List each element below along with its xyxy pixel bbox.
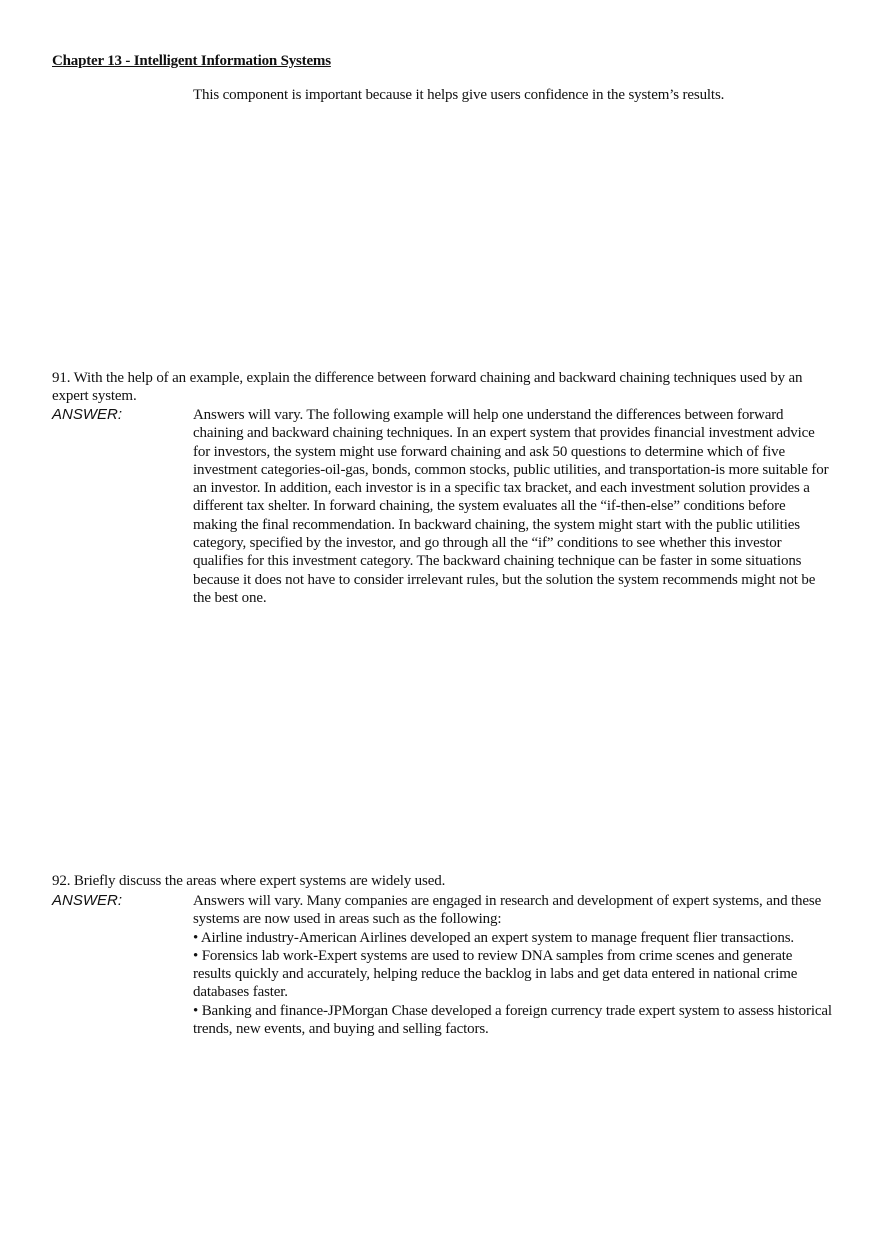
answer-label-91: ANSWER: bbox=[52, 406, 123, 423]
answer-92-intro: Answers will vary. Many companies are engaged in research and development of expert systems, and these systems are now used in areas such as the following: bbox=[193, 893, 822, 928]
answer-92-bullet-forensics: • Forensics lab work-Expert systems are used to review DNA samples from crime scenes and generate results quickly and accurately, helping reduce the backlog in labs and get data entered in national crime databases faster. bbox=[193, 947, 798, 1001]
answer-92-text bbox=[193, 892, 833, 1038]
answer-92-bullet-airline: • Airline industry-American Airlines developed an expert system to manage frequent flier transactions. bbox=[193, 929, 795, 946]
answer-91-text: Answers will vary. The following example will help one understand the differences between forward chaining and backward chaining techniques. In an expert system that provides financial investment advice for investors, the system might use forward chaining and ask 50 questions to determine which of five investment categories-oil-gas, bonds, common stocks, public utilities, and transportation-is more suitable for an investor. In addition, each investor is in a specific tax bracket, and each investment solution provides a different tax shelter. In forward chaining, the system evaluates all the “if-then-else” conditions before making the final recommendation. In backward chaining, the system might start with the public utilities category, specified by the investor, and go through all the “if” conditions to see whether this investor qualifies for this investment category. The backward chaining technique can be faster in some situations because it does not have to consider irrelevant rules, but the solution the system recommends might not be the best one. bbox=[193, 407, 829, 606]
question-92: 92. Briefly discuss the areas where expert systems are widely used. bbox=[52, 873, 446, 889]
answer-label-92: ANSWER: bbox=[52, 892, 123, 909]
question-91: 91. With the help of an example, explain the difference between forward chaining and backward chaining techniques used by an expert system. bbox=[52, 370, 803, 405]
answer-92-bullet-banking: • Banking and finance-JPMorgan Chase developed a foreign currency trade expert system to assess historical trends, new events, and buying and selling factors. bbox=[193, 1002, 832, 1038]
chapter-title: Chapter 13 - Intelligent Information Systems bbox=[52, 53, 331, 69]
intro-text: This component is important because it helps give users confidence in the system’s results. bbox=[193, 87, 725, 103]
